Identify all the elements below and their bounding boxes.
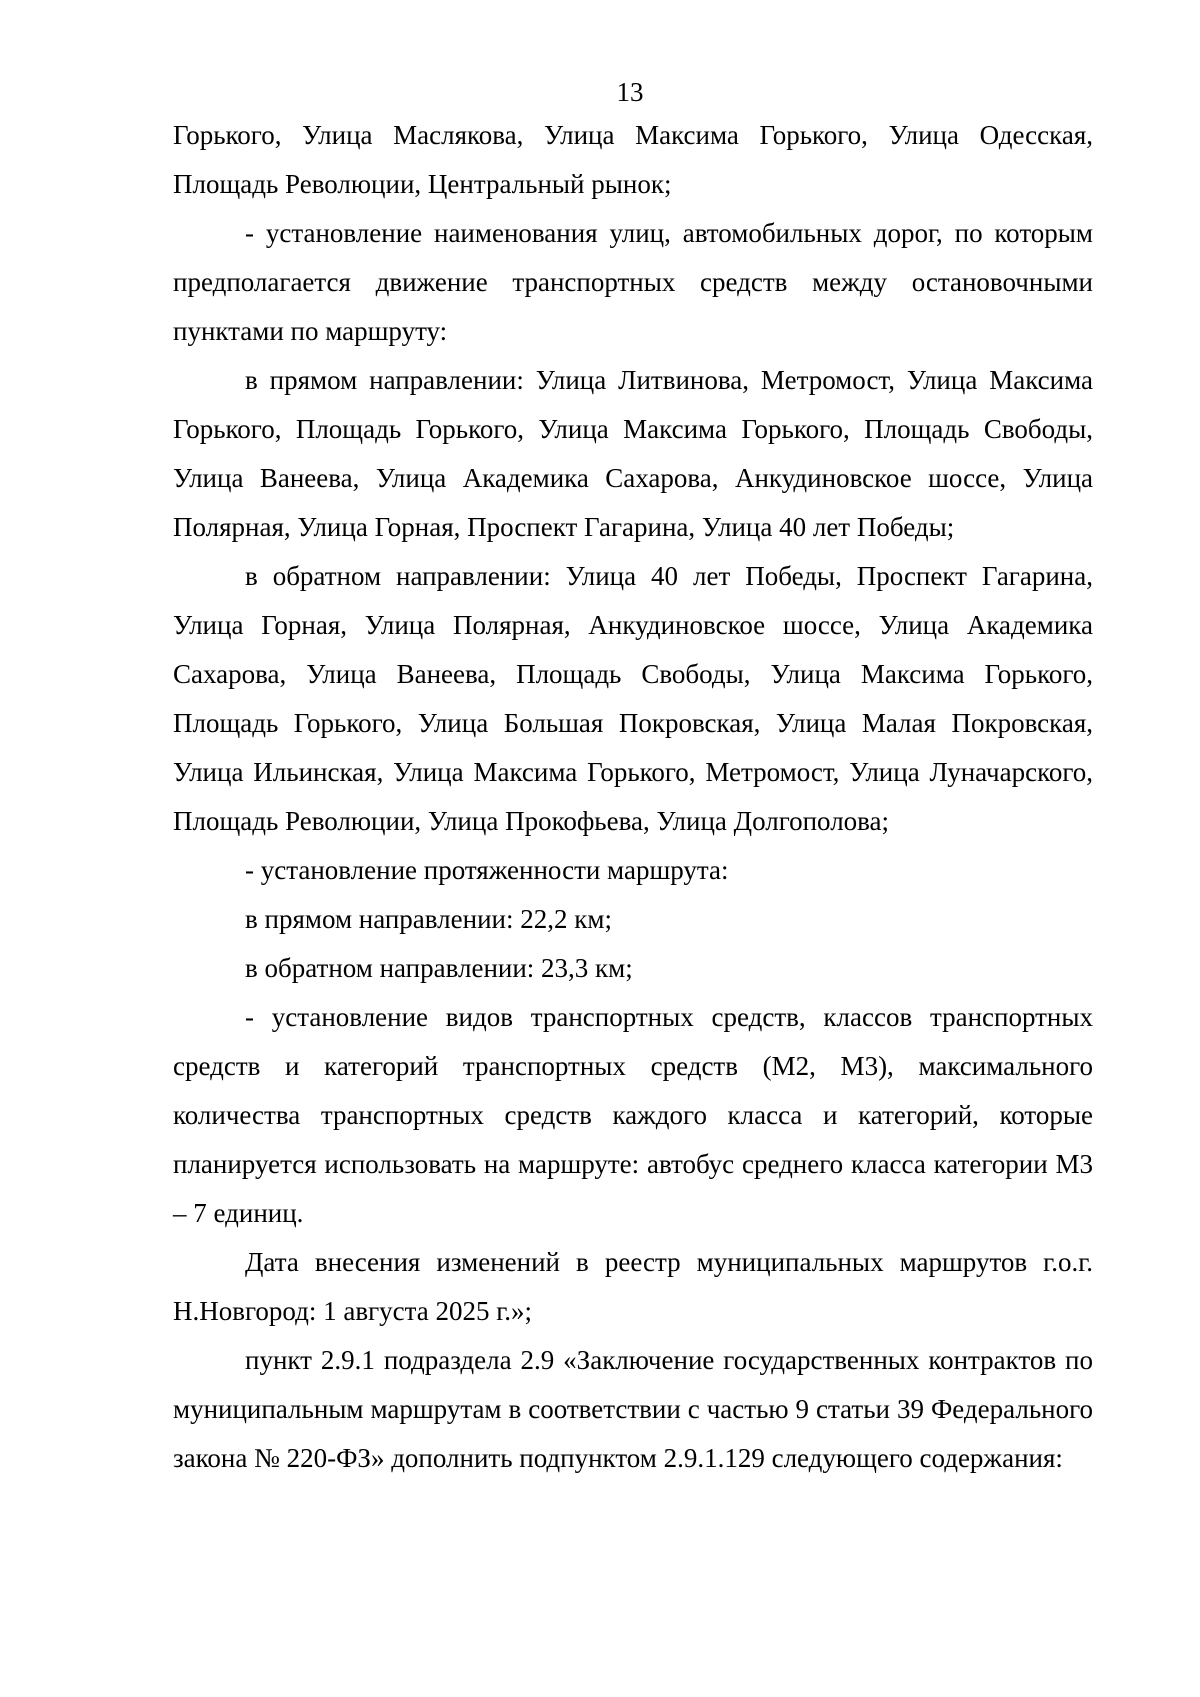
paragraph-reverse-direction-streets: в обратном направлении: Улица 40 лет Победы, Проспект Гагарина, Улица Горная, Улица Полярная, Анкудиновское шоссе, Улица Академика Сахарова, Улица Ванеева, Площадь Свободы, Улица Максима Горького, Площадь Горького, Улица Большая Покровская, Улица Малая Покровская, Улица Ильинская, Улица Максима Горького, Метромост, Улица Луначарского, Площадь Революции, Улица Прокофьева, Улица Долгополова;	[173, 561, 1093, 836]
paragraph-vehicle-types: - установление видов транспортных средств, классов транспортных средств и категорий транспортных средств (М2, М3), максимального количества транспортных средств каждого класса и категорий, которые планируется использовать на маршруте: автобус среднего класса категории М3 – 7 единиц.	[173, 1002, 1093, 1228]
paragraph-reverse-length: в обратном направлении: 23,3 км;	[245, 953, 633, 983]
paragraph-clause-amendment: пункт 2.9.1 подраздела 2.9 «Заключение государственных контрактов по муниципальным маршрутам в соответствии с частью 9 статьи 39 Федерального закона № 220-ФЗ» дополнить подпунктом 2.9.1.129 следующего содержания:	[173, 1345, 1093, 1473]
paragraph-registry-date: Дата внесения изменений в реестр муниципальных маршрутов г.о.г. Н.Новгород: 1 августа 2025 г.»;	[173, 1247, 1093, 1326]
paragraph-streets-intro: - установление наименования улиц, автомобильных дорог, по которым предполагается движение транспортных средств между остановочными пунктами по маршруту:	[173, 218, 1093, 346]
paragraph-street-list-continuation: Горького, Улица Маслякова, Улица Максима Горького, Улица Одесская, Площадь Революции, Центральный рынок;	[173, 120, 1093, 199]
paragraph-forward-direction-streets: в прямом направлении: Улица Литвинова, Метромост, Улица Максима Горького, Площадь Горького, Улица Максима Горького, Площадь Свободы, Улица Ванеева, Улица Академика Сахарова, Анкудиновское шоссе, Улица Полярная, Улица Горная, Проспект Гагарина, Улица 40 лет Победы;	[173, 365, 1093, 542]
paragraph-route-length-intro: - установление протяженности маршрута:	[245, 855, 729, 885]
paragraph-forward-length: в прямом направлении: 22,2 км;	[245, 904, 612, 934]
document-body	[173, 111, 1093, 1483]
page-number: 13	[616, 77, 644, 107]
